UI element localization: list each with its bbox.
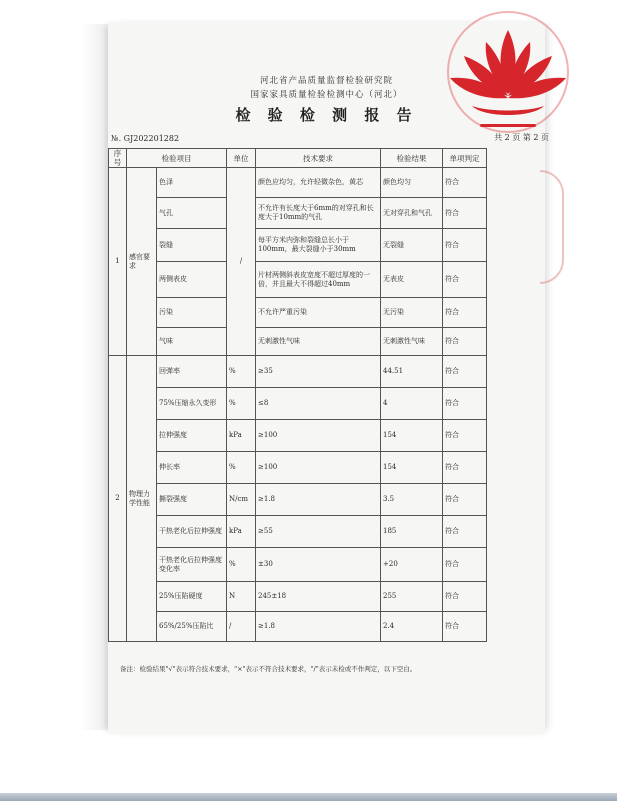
- item-name: 撕裂强度: [157, 484, 227, 516]
- item-requirement: ≤8: [256, 388, 381, 420]
- item-verdict: 符合: [443, 388, 487, 420]
- item-requirement: ≥35: [256, 356, 381, 388]
- item-unit: %: [227, 356, 256, 388]
- table-row: [109, 582, 487, 612]
- item-name: 75%压缩永久变形: [157, 388, 227, 420]
- item-result: 3.5: [381, 484, 443, 516]
- item-unit: %: [227, 548, 256, 582]
- item-verdict: 符合: [443, 198, 487, 229]
- item-result: 2.4: [381, 612, 443, 642]
- item-name: 两侧表皮: [157, 262, 227, 298]
- item-verdict: 符合: [443, 516, 487, 548]
- item-requirement: ≥100: [256, 420, 381, 452]
- header-item: 检验项目: [127, 149, 227, 168]
- header-requirement: 技术要求: [256, 149, 381, 168]
- table-row: [109, 452, 487, 484]
- item-result: 255: [381, 582, 443, 612]
- org-name-line2: 国家家具质量检验检测中心（河北）: [250, 90, 403, 100]
- item-result: +20: [381, 548, 443, 582]
- item-name: 污染: [157, 298, 227, 328]
- item-requirement: 片材两侧斜表皮宽度不超过厚度的一倍，并且最大不得超过40mm: [256, 262, 381, 298]
- group-no: 1: [109, 168, 127, 356]
- item-result: 颜色均匀: [381, 168, 443, 198]
- table-row: [109, 229, 487, 262]
- group-unit: /: [227, 168, 256, 356]
- table-row: [109, 298, 487, 328]
- item-result: 无对穿孔和气孔: [381, 198, 443, 229]
- item-name: 干热老化后拉伸强度变化率: [157, 548, 227, 582]
- header-unit: 单位: [227, 149, 256, 168]
- item-unit: /: [227, 612, 256, 642]
- item-verdict: 符合: [443, 298, 487, 328]
- item-unit: N/cm: [227, 484, 256, 516]
- item-verdict: 符合: [443, 612, 487, 642]
- item-result: 无刺激性气味: [381, 328, 443, 356]
- item-name: 65%/25%压陷比: [157, 612, 227, 642]
- item-name: 伸长率: [157, 452, 227, 484]
- seal-stamp-edge: [540, 170, 564, 284]
- org-name-line1: 河北省产品质量监督检验研究院: [259, 76, 393, 86]
- item-requirement: 颜色应均匀，允许轻微杂色，黄芯: [256, 168, 381, 198]
- item-unit: %: [227, 388, 256, 420]
- table-row: [109, 262, 487, 298]
- item-result: 无污染: [381, 298, 443, 328]
- group-name: 物理力学性能: [127, 356, 157, 642]
- item-result: 185: [381, 516, 443, 548]
- item-result: 无裂缝: [381, 229, 443, 262]
- inspection-table: [108, 148, 487, 642]
- report-title: 检 验 检 测 报 告: [235, 106, 418, 124]
- table-row: [109, 328, 487, 356]
- bottom-bar: [0, 793, 617, 801]
- item-result: 154: [381, 420, 443, 452]
- item-verdict: 符合: [443, 420, 487, 452]
- item-verdict: 符合: [443, 356, 487, 388]
- remark-note: 备注：检验结果"√"表示符合技术要求，"×"表示不符合技术要求，"/"表示未检或不作判定，以下空白。: [120, 665, 417, 673]
- item-name: 气孔: [157, 198, 227, 229]
- item-requirement: 每平方米内弥和裂缝总长小于100mm，最大裂缝小于30mm: [256, 229, 381, 262]
- header-no: 序号: [109, 149, 127, 168]
- item-name: 裂缝: [157, 229, 227, 262]
- table-row: [109, 516, 487, 548]
- item-unit: %: [227, 452, 256, 484]
- item-unit: kPa: [227, 420, 256, 452]
- item-result: 4: [381, 388, 443, 420]
- group-name: 感官要求: [127, 168, 157, 356]
- item-name: 色泽: [157, 168, 227, 198]
- table-row: [109, 548, 487, 582]
- table-row: [109, 388, 487, 420]
- item-verdict: 符合: [443, 328, 487, 356]
- table-row: [109, 168, 487, 198]
- item-result: 44.51: [381, 356, 443, 388]
- item-requirement: ≥1.8: [256, 484, 381, 516]
- item-requirement: 无刺激性气味: [256, 328, 381, 356]
- item-result: 154: [381, 452, 443, 484]
- header-result: 检验结果: [381, 149, 443, 168]
- table-row: [109, 484, 487, 516]
- item-requirement: 不允许严重污染: [256, 298, 381, 328]
- item-unit: N: [227, 582, 256, 612]
- report-number: №. GJ202201282: [111, 134, 180, 143]
- item-requirement: 245±18: [256, 582, 381, 612]
- item-verdict: 符合: [443, 452, 487, 484]
- item-name: 回弹率: [157, 356, 227, 388]
- item-verdict: 符合: [443, 582, 487, 612]
- table-header-row: [109, 149, 487, 168]
- item-name: 气味: [157, 328, 227, 356]
- item-requirement: ≥1.8: [256, 612, 381, 642]
- lotus-logo-icon: [432, 10, 580, 150]
- item-name: 拉伸强度: [157, 420, 227, 452]
- item-verdict: 符合: [443, 262, 487, 298]
- item-requirement: ≥100: [256, 452, 381, 484]
- item-name: 干热老化后拉伸强度: [157, 516, 227, 548]
- item-verdict: 符合: [443, 548, 487, 582]
- table-row: [109, 612, 487, 642]
- item-name: 25%压陷硬度: [157, 582, 227, 612]
- table-row: [109, 420, 487, 452]
- table-row: [109, 198, 487, 229]
- item-result: 无表皮: [381, 262, 443, 298]
- table-row: [109, 356, 487, 388]
- item-requirement: 不允许有长度大于6mm的对穿孔和长度大于10mm的气孔: [256, 198, 381, 229]
- item-verdict: 符合: [443, 229, 487, 262]
- header-verdict: 单项判定: [443, 149, 487, 168]
- page-count: 共 2 页 第 2 页: [494, 133, 549, 142]
- item-requirement: ±30: [256, 548, 381, 582]
- page-shadow: [80, 24, 110, 730]
- group-no: 2: [109, 356, 127, 642]
- item-requirement: ≥55: [256, 516, 381, 548]
- item-unit: kPa: [227, 516, 256, 548]
- item-verdict: 符合: [443, 484, 487, 516]
- item-verdict: 符合: [443, 168, 487, 198]
